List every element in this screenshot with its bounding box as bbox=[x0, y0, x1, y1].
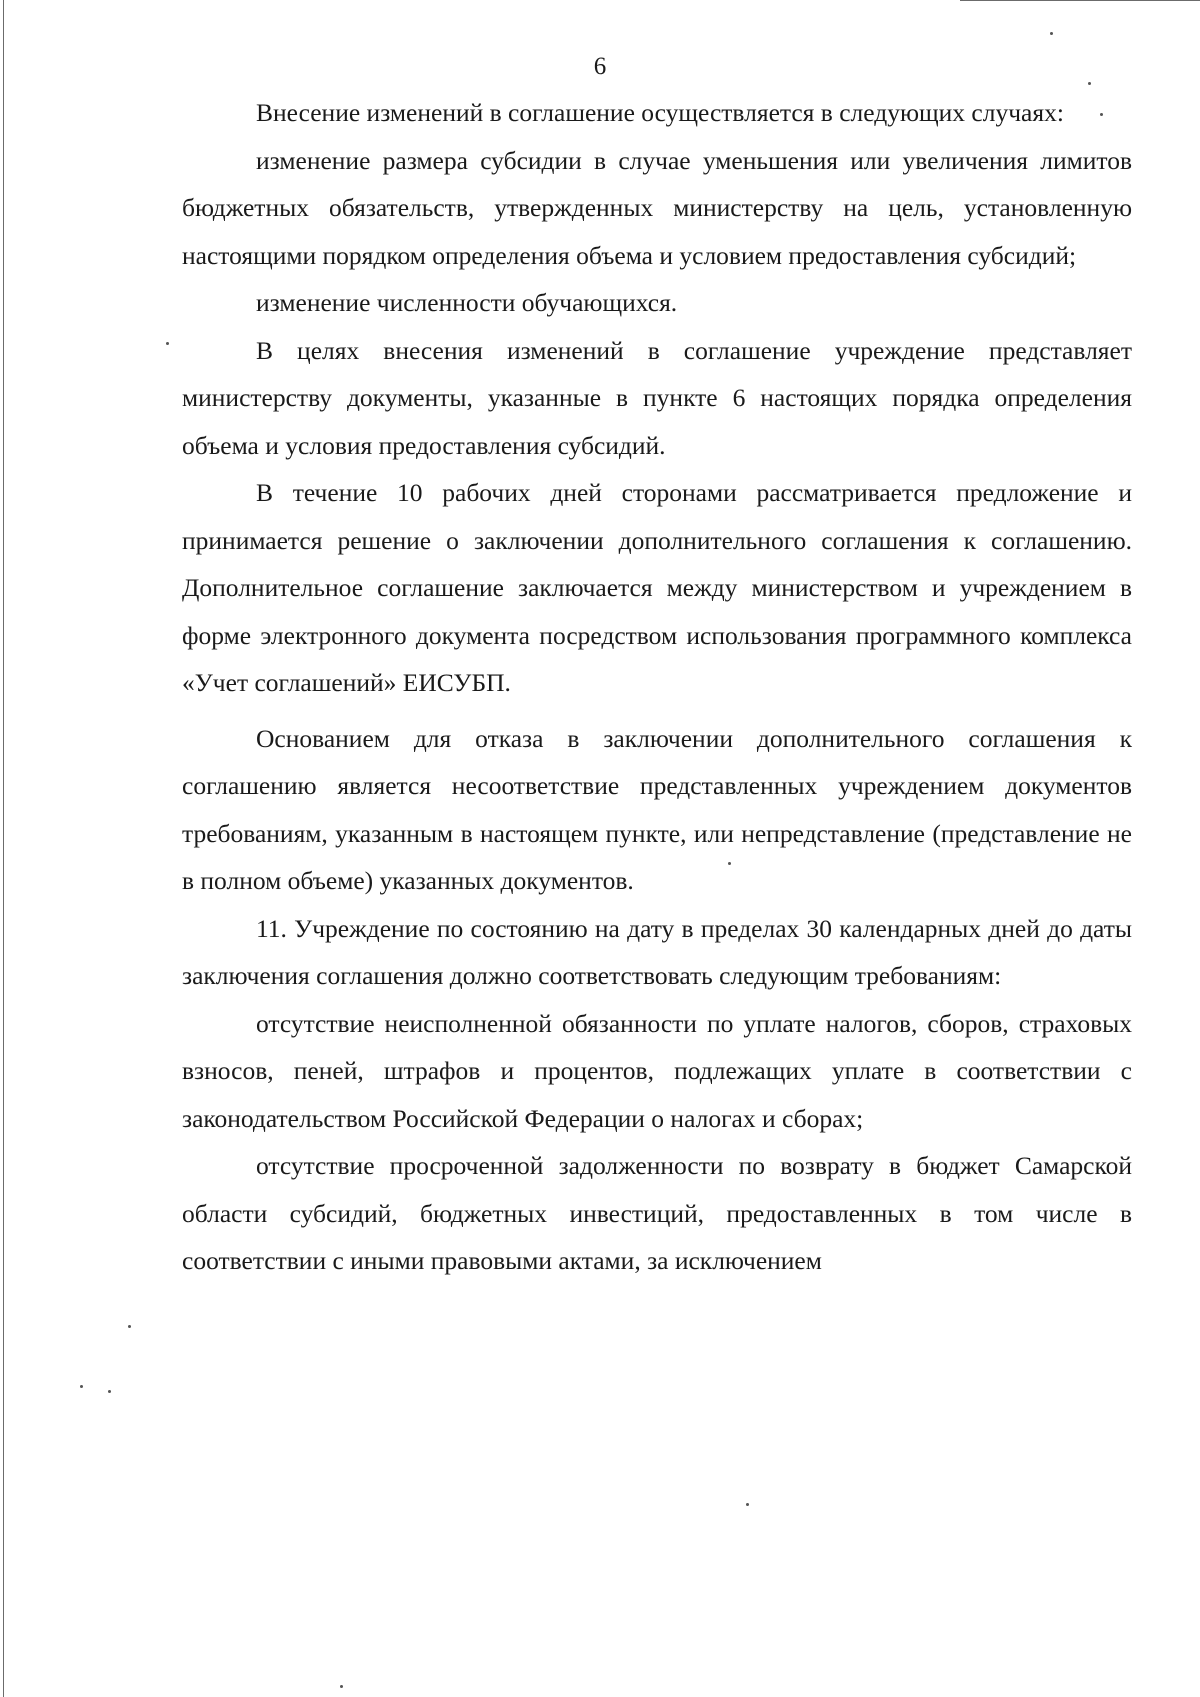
scan-edge-top bbox=[960, 0, 1200, 1]
scan-edge-left bbox=[3, 0, 4, 1697]
scan-speck bbox=[340, 1685, 343, 1688]
paragraph-student-count-change: изменение численности обучающихся. bbox=[256, 288, 678, 317]
scan-speck bbox=[166, 342, 169, 345]
scan-speck bbox=[746, 1503, 749, 1506]
page-number: 6 bbox=[593, 53, 607, 80]
paragraph-subsidy-size-change: изменение размера субсидии в случае уменьшения или увеличения лимитов бюджетных обязательств, утвержденных министерству на цель, установленную настоящими порядком определения объема и условием предоставления субсидий; bbox=[182, 145, 1132, 270]
scan-speck bbox=[1088, 82, 1091, 85]
scan-speck bbox=[108, 1390, 111, 1393]
scan-speck bbox=[128, 1325, 131, 1328]
scan-speck bbox=[1100, 113, 1103, 116]
paragraph-tax-requirement: отсутствие неисполненной обязанности по уплате налогов, сборов, страховых взносов, пеней, штрафов и процентов, подлежащих уплате в соответствии с законодательством Российской Федерации о налогах и сборах; bbox=[182, 1008, 1132, 1133]
paragraph-debt-requirement: отсутствие просроченной задолженности по возврату в бюджет Самарской области субсидий, бюджетных инвестиций, предоставленных в том числе в соответствии с иными правовыми актами, за исключением bbox=[182, 1151, 1132, 1275]
scan-speck bbox=[80, 1385, 83, 1388]
paragraph-documents-submission: В целях внесения изменений в соглашение учреждение представляет министерству документы, указанные в пункте 6 настоящих порядка определения объема и условия предоставления субсидий. bbox=[182, 335, 1132, 460]
paragraph-amendment-cases: Внесение изменений в соглашение осуществляется в следующих случаях: bbox=[256, 98, 1064, 127]
document-body bbox=[182, 89, 1132, 1285]
paragraph-additional-agreement: В течение 10 рабочих дней сторонами рассматривается предложение и принимается решение о заключении дополнительного соглашения к соглашению. Дополнительное соглашение заключается между министерством и учреждением в форме электронного документа посредством использования программного комплекса «Учет соглашений» ЕИСУБП. bbox=[182, 478, 1132, 697]
scan-speck bbox=[1050, 32, 1053, 35]
scan-speck bbox=[728, 862, 731, 865]
paragraph-refusal-grounds: Основанием для отказа в заключении дополнительного соглашения к соглашению является несоответствие представленных учреждением документов требованиям, указанным в настоящем пункте, или непредставление (представление не в полном объеме) указанных документов. bbox=[182, 723, 1132, 895]
paragraph-section-11: 11. Учреждение по состоянию на дату в пределах 30 календарных дней до даты заключения соглашения должно соответствовать следующим требованиям: bbox=[182, 913, 1132, 990]
